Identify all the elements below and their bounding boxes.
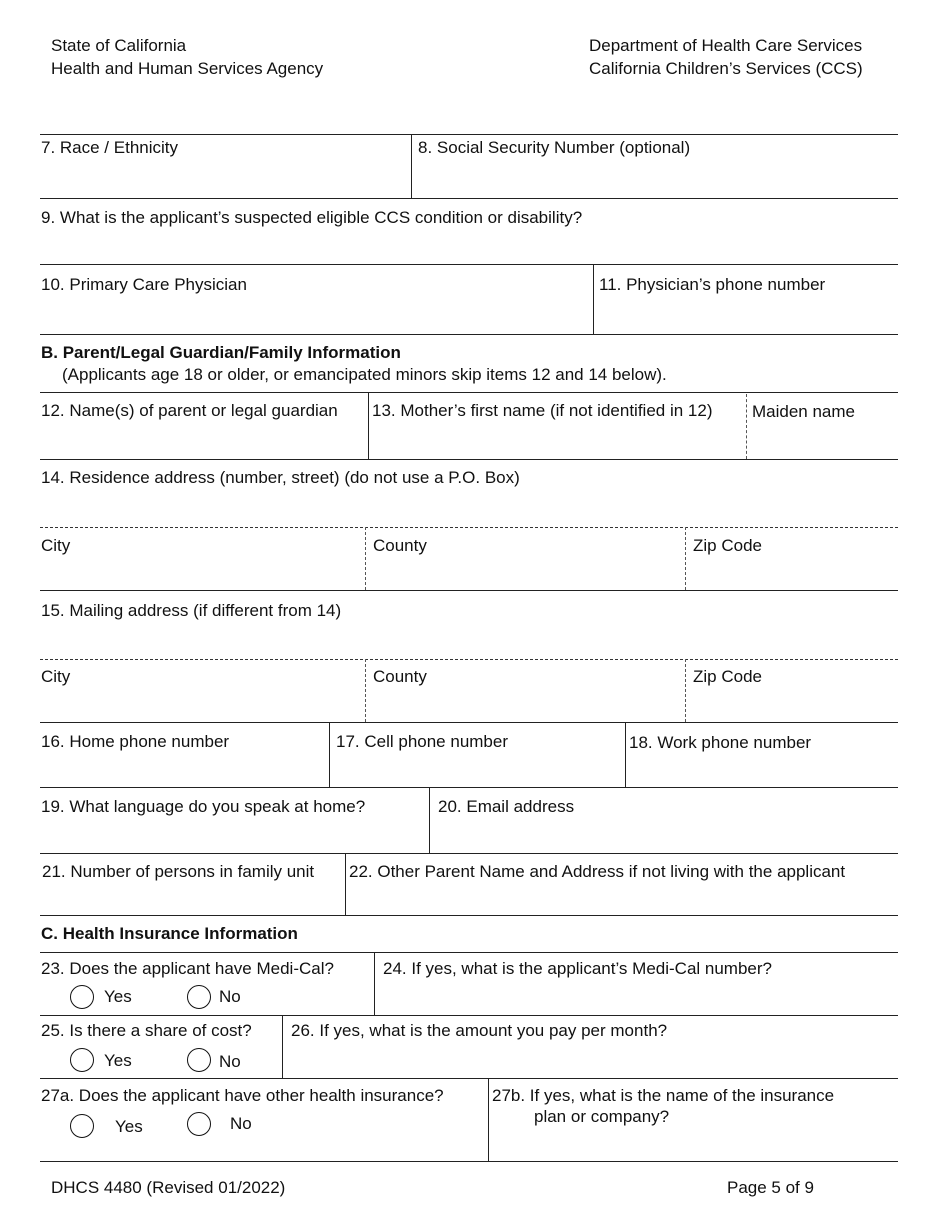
field-15-label: 15. Mailing address (if different from 14) xyxy=(41,601,342,620)
field-14-input[interactable] xyxy=(40,490,896,526)
divider xyxy=(40,722,898,723)
share-of-cost-no-radio[interactable] xyxy=(187,1048,211,1072)
other-insurance-no-radio[interactable] xyxy=(187,1112,211,1136)
divider xyxy=(746,394,747,459)
section-b-note: (Applicants age 18 or older, or emancipated minors skip items 12 and 14 below). xyxy=(62,365,667,384)
divider xyxy=(411,134,412,198)
divider xyxy=(40,198,898,199)
field-27b-label: 27b. If yes, what is the name of the insurance xyxy=(492,1086,835,1105)
divider xyxy=(40,1161,898,1162)
divider xyxy=(685,659,686,722)
divider xyxy=(40,952,898,953)
field-24-label: 24. If yes, what is the applicant’s Medi-Cal number? xyxy=(383,959,772,978)
field-15-input[interactable] xyxy=(40,624,896,658)
share-of-cost-yes-radio[interactable] xyxy=(70,1048,94,1072)
field-11-label: 11. Physician’s phone number xyxy=(599,275,826,294)
county-label: County xyxy=(373,667,427,686)
field-27b-label-continued: plan or company? xyxy=(534,1107,670,1126)
divider xyxy=(374,952,375,1015)
divider xyxy=(40,264,898,265)
field-21-label: 21. Number of persons in family unit xyxy=(42,862,315,881)
divider xyxy=(625,722,626,787)
field-19-label: 19. What language do you speak at home? xyxy=(41,797,366,816)
field-8-label: 8. Social Security Number (optional) xyxy=(418,138,691,157)
other-insurance-yes-radio[interactable] xyxy=(70,1114,94,1138)
divider xyxy=(593,264,594,334)
field-7-input[interactable] xyxy=(40,160,410,196)
field-16-label: 16. Home phone number xyxy=(41,732,230,751)
field-17-input[interactable] xyxy=(332,755,622,787)
field-26-input[interactable] xyxy=(285,1044,896,1076)
field-27a-label: 27a. Does the applicant have other health insurance? xyxy=(41,1086,444,1105)
mailing-city-input[interactable] xyxy=(40,690,362,722)
field-24-input[interactable] xyxy=(377,982,896,1014)
divider xyxy=(488,1078,489,1161)
residence-city-input[interactable] xyxy=(40,558,362,590)
residence-zip-input[interactable] xyxy=(688,558,896,590)
page-number: Page 5 of 9 xyxy=(727,1178,814,1197)
mailing-zip-input[interactable] xyxy=(688,690,896,722)
field-10-input[interactable] xyxy=(40,298,590,332)
field-13-label: 13. Mother’s first name (if not identified in 12) xyxy=(372,401,713,420)
divider xyxy=(329,722,330,787)
other-insurance-no-label: No xyxy=(230,1114,252,1133)
divider xyxy=(40,527,898,528)
divider xyxy=(365,527,366,590)
section-c-title: C. Health Insurance Information xyxy=(41,924,298,943)
divider xyxy=(365,659,366,722)
field-9-input[interactable] xyxy=(40,230,896,262)
field-18-label: 18. Work phone number xyxy=(629,733,812,752)
divider xyxy=(368,392,369,459)
field-12-input[interactable] xyxy=(40,424,366,458)
field-25-label: 25. Is there a share of cost? xyxy=(41,1021,252,1040)
share-of-cost-no-label: No xyxy=(219,1052,241,1071)
field-26-label: 26. If yes, what is the amount you pay per month? xyxy=(291,1021,668,1040)
field-13-input[interactable] xyxy=(370,424,744,458)
divider xyxy=(40,787,898,788)
header-state: State of California xyxy=(51,36,187,55)
city-label: City xyxy=(41,667,71,686)
medi-cal-no-radio[interactable] xyxy=(187,985,211,1009)
divider xyxy=(345,853,346,916)
field-7-label: 7. Race / Ethnicity xyxy=(41,138,179,157)
header-program: California Children’s Services (CCS) xyxy=(589,59,863,78)
divider xyxy=(40,590,898,591)
header-agency: Health and Human Services Agency xyxy=(51,59,324,78)
field-16-input[interactable] xyxy=(40,755,326,787)
field-27b-input[interactable] xyxy=(491,1130,896,1160)
field-10-label: 10. Primary Care Physician xyxy=(41,275,247,294)
residence-county-input[interactable] xyxy=(368,558,682,590)
field-14-label: 14. Residence address (number, street) (do not use a P.O. Box) xyxy=(41,468,520,487)
maiden-name-input[interactable] xyxy=(749,424,896,458)
form-id: DHCS 4480 (Revised 01/2022) xyxy=(51,1178,286,1197)
divider xyxy=(685,527,686,590)
divider xyxy=(40,915,898,916)
field-9-label: 9. What is the applicant’s suspected eligible CCS condition or disability? xyxy=(41,208,583,227)
zip-label: Zip Code xyxy=(693,667,762,686)
field-20-input[interactable] xyxy=(432,820,896,852)
field-11-input[interactable] xyxy=(596,298,896,332)
divider xyxy=(40,334,898,335)
county-label: County xyxy=(373,536,427,555)
divider xyxy=(40,659,898,660)
other-insurance-yes-label: Yes xyxy=(115,1117,143,1136)
field-22-input[interactable] xyxy=(348,884,896,914)
zip-label: Zip Code xyxy=(693,536,762,555)
header-department: Department of Health Care Services xyxy=(589,36,863,55)
maiden-name-label: Maiden name xyxy=(752,402,856,421)
share-of-cost-yes-label: Yes xyxy=(104,1051,132,1070)
section-b-title: B. Parent/Legal Guardian/Family Information xyxy=(41,343,401,362)
mailing-county-input[interactable] xyxy=(368,690,682,722)
medi-cal-no-label: No xyxy=(219,987,241,1006)
city-label: City xyxy=(41,536,71,555)
medi-cal-yes-label: Yes xyxy=(104,987,132,1006)
field-17-label: 17. Cell phone number xyxy=(336,732,509,751)
field-18-input[interactable] xyxy=(628,755,896,787)
divider xyxy=(40,134,898,135)
field-21-input[interactable] xyxy=(40,884,342,914)
field-19-input[interactable] xyxy=(40,820,426,852)
medi-cal-yes-radio[interactable] xyxy=(70,985,94,1009)
divider xyxy=(40,1015,898,1016)
divider xyxy=(282,1015,283,1078)
divider xyxy=(40,1078,898,1079)
field-12-label: 12. Name(s) of parent or legal guardian xyxy=(41,401,338,420)
field-23-label: 23. Does the applicant have Medi-Cal? xyxy=(41,959,334,978)
divider xyxy=(40,392,898,393)
field-20-label: 20. Email address xyxy=(438,797,575,816)
divider xyxy=(40,459,898,460)
field-8-input[interactable] xyxy=(414,160,896,196)
field-22-label: 22. Other Parent Name and Address if not living with the applicant xyxy=(349,862,846,881)
divider xyxy=(40,853,898,854)
divider xyxy=(429,787,430,853)
